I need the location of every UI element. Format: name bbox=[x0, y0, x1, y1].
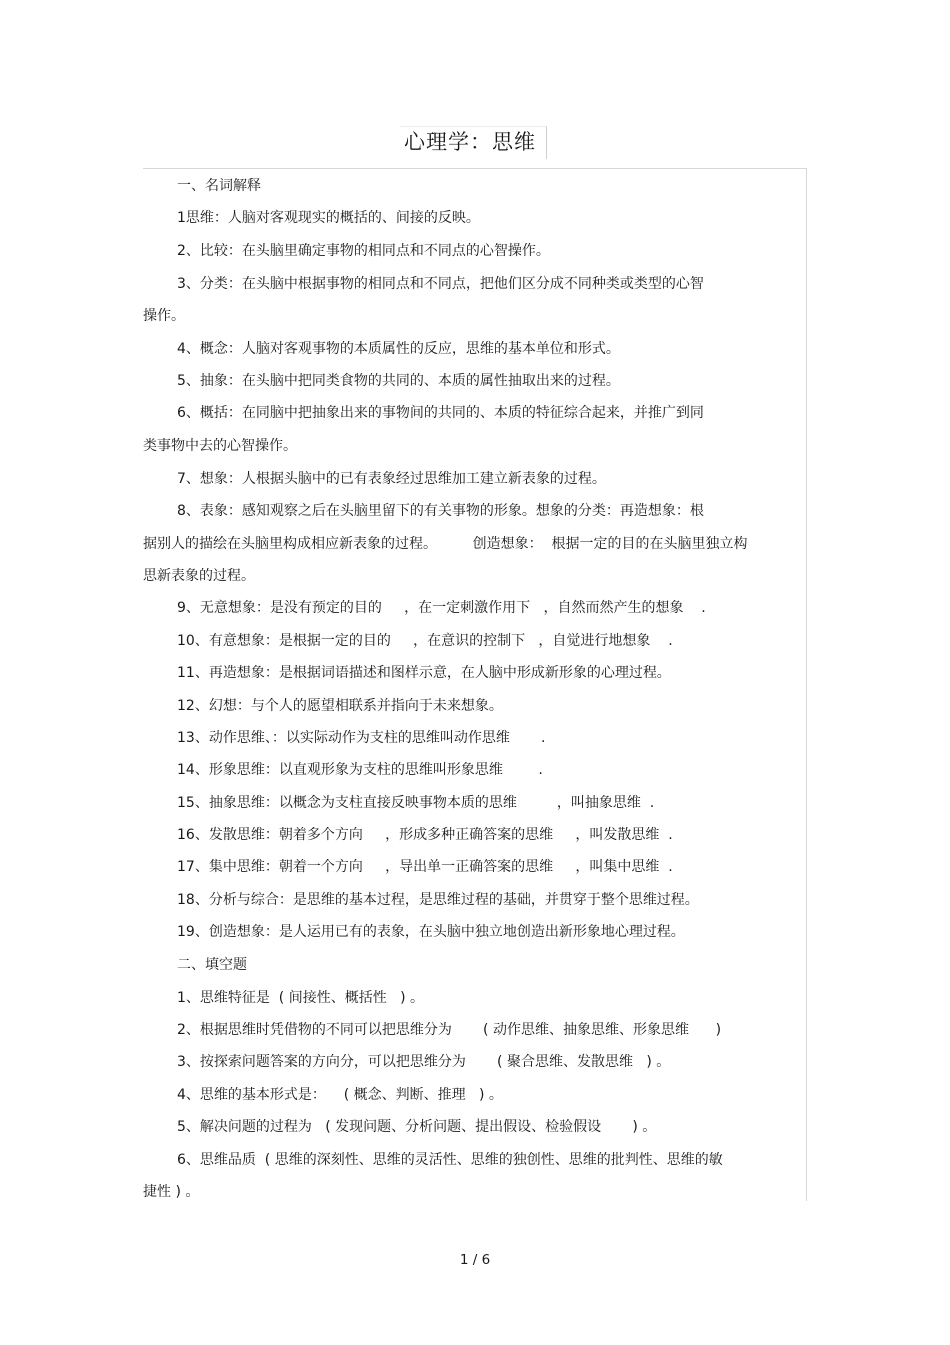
text-line: 3、按探索问题答案的方向分，可以把思维分为 ( 聚合思维、发散思维 ) 。 bbox=[177, 1054, 671, 1070]
text-line: 一、名词解释 bbox=[177, 178, 261, 194]
text-line: 15、抽象思维：以概念为支柱直接反映事物本质的思维 ，叫抽象思维 . bbox=[177, 795, 655, 811]
text-line: 14、形象思维：以直观形象为支柱的思维叫形象思维 . bbox=[177, 762, 543, 778]
text-line: 19、创造想象：是人运用已有的表象，在头脑中独立地创造出新形象地心理过程。 bbox=[177, 924, 685, 940]
text-line: 4、概念：人脑对客观事物的本质属性的反应，思维的基本单位和形式。 bbox=[177, 341, 620, 357]
text-line: 6、思维品质 ( 思维的深刻性、思维的灵活性、思维的独创性、思维的批判性、思维的敏 bbox=[177, 1152, 723, 1168]
text-line: 捷性 ) 。 bbox=[143, 1184, 200, 1200]
text-line: 1、思维特征是 ( 间接性、概括性 ) 。 bbox=[177, 990, 424, 1006]
text-line: 12、幻想：与个人的愿望相联系并指向于未来想象。 bbox=[177, 698, 503, 714]
text-line: 18、分析与综合：是思维的基本过程，是思维过程的基础，并贯穿于整个思维过程。 bbox=[177, 892, 699, 908]
text-line: 10、有意想象：是根据一定的目的 ，在意识的控制下 ，自觉进行地想象 . bbox=[177, 633, 673, 649]
text-line: 3、分类：在头脑中根据事物的相同点和不同点，把他们区分成不同种类或类型的心智 bbox=[177, 276, 704, 292]
text-line: 13、动作思维、：以实际动作为支柱的思维叫动作思维 . bbox=[177, 730, 546, 746]
text-line: 思新表象的过程。 bbox=[143, 568, 255, 584]
text-line: 6、概括：在同脑中把抽象出来的事物间的共同的、本质的特征综合起来，并推广到同 bbox=[177, 405, 704, 421]
text-line: 16、发散思维：朝着多个方向 ，形成多种正确答案的思维 ，叫发散思维 . bbox=[177, 827, 673, 843]
text-line: 类事物中去的心智操作。 bbox=[143, 438, 297, 454]
text-line: 9、无意想象：是没有预定的目的 ，在一定刺激作用下 ，自然而然产生的想象 . bbox=[177, 600, 706, 616]
text-line: 5、抽象：在头脑中把同类食物的共同的、本质的属性抽取出来的过程。 bbox=[177, 373, 620, 389]
text-line: 8、表象：感知观察之后在头脑里留下的有关事物的形象。想象的分类：再造想象：根 bbox=[177, 503, 704, 519]
text-line: 二、填空题 bbox=[177, 957, 247, 973]
text-line: 5、解决问题的过程为 ( 发现问题、分析问题、提出假设、检验假设 ) 。 bbox=[177, 1119, 657, 1135]
text-line: 4、思维的基本形式是： ( 概念、判断、推理 ) 。 bbox=[177, 1087, 503, 1103]
page-title: 心理学：思维 bbox=[404, 130, 536, 154]
text-line: 17、集中思维：朝着一个方向 ，导出单一正确答案的思维 ，叫集中思维 . bbox=[177, 859, 673, 875]
page-number: 1 / 6 bbox=[459, 1252, 491, 1268]
text-line: 1思维：人脑对客观现实的概括的、间接的反映。 bbox=[177, 210, 480, 226]
content-frame bbox=[143, 168, 807, 1201]
text-line: 11、再造想象：是根据词语描述和图样示意，在人脑中形成新形象的心理过程。 bbox=[177, 665, 671, 681]
text-line: 7、想象：人根据头脑中的已有表象经过思维加工建立新表象的过程。 bbox=[177, 471, 606, 487]
text-line: 操作。 bbox=[143, 308, 185, 324]
text-line: 据别人的描绘在头脑里构成相应新表象的过程。 创造想象： 根据一定的目的在头脑里独立构 bbox=[143, 536, 748, 552]
text-line: 2、根据思维时凭借物的不同可以把思维分为 ( 动作思维、抽象思维、形象思维 ) bbox=[177, 1022, 722, 1038]
text-line: 2、比较：在头脑里确定事物的相同点和不同点的心智操作。 bbox=[177, 243, 550, 259]
